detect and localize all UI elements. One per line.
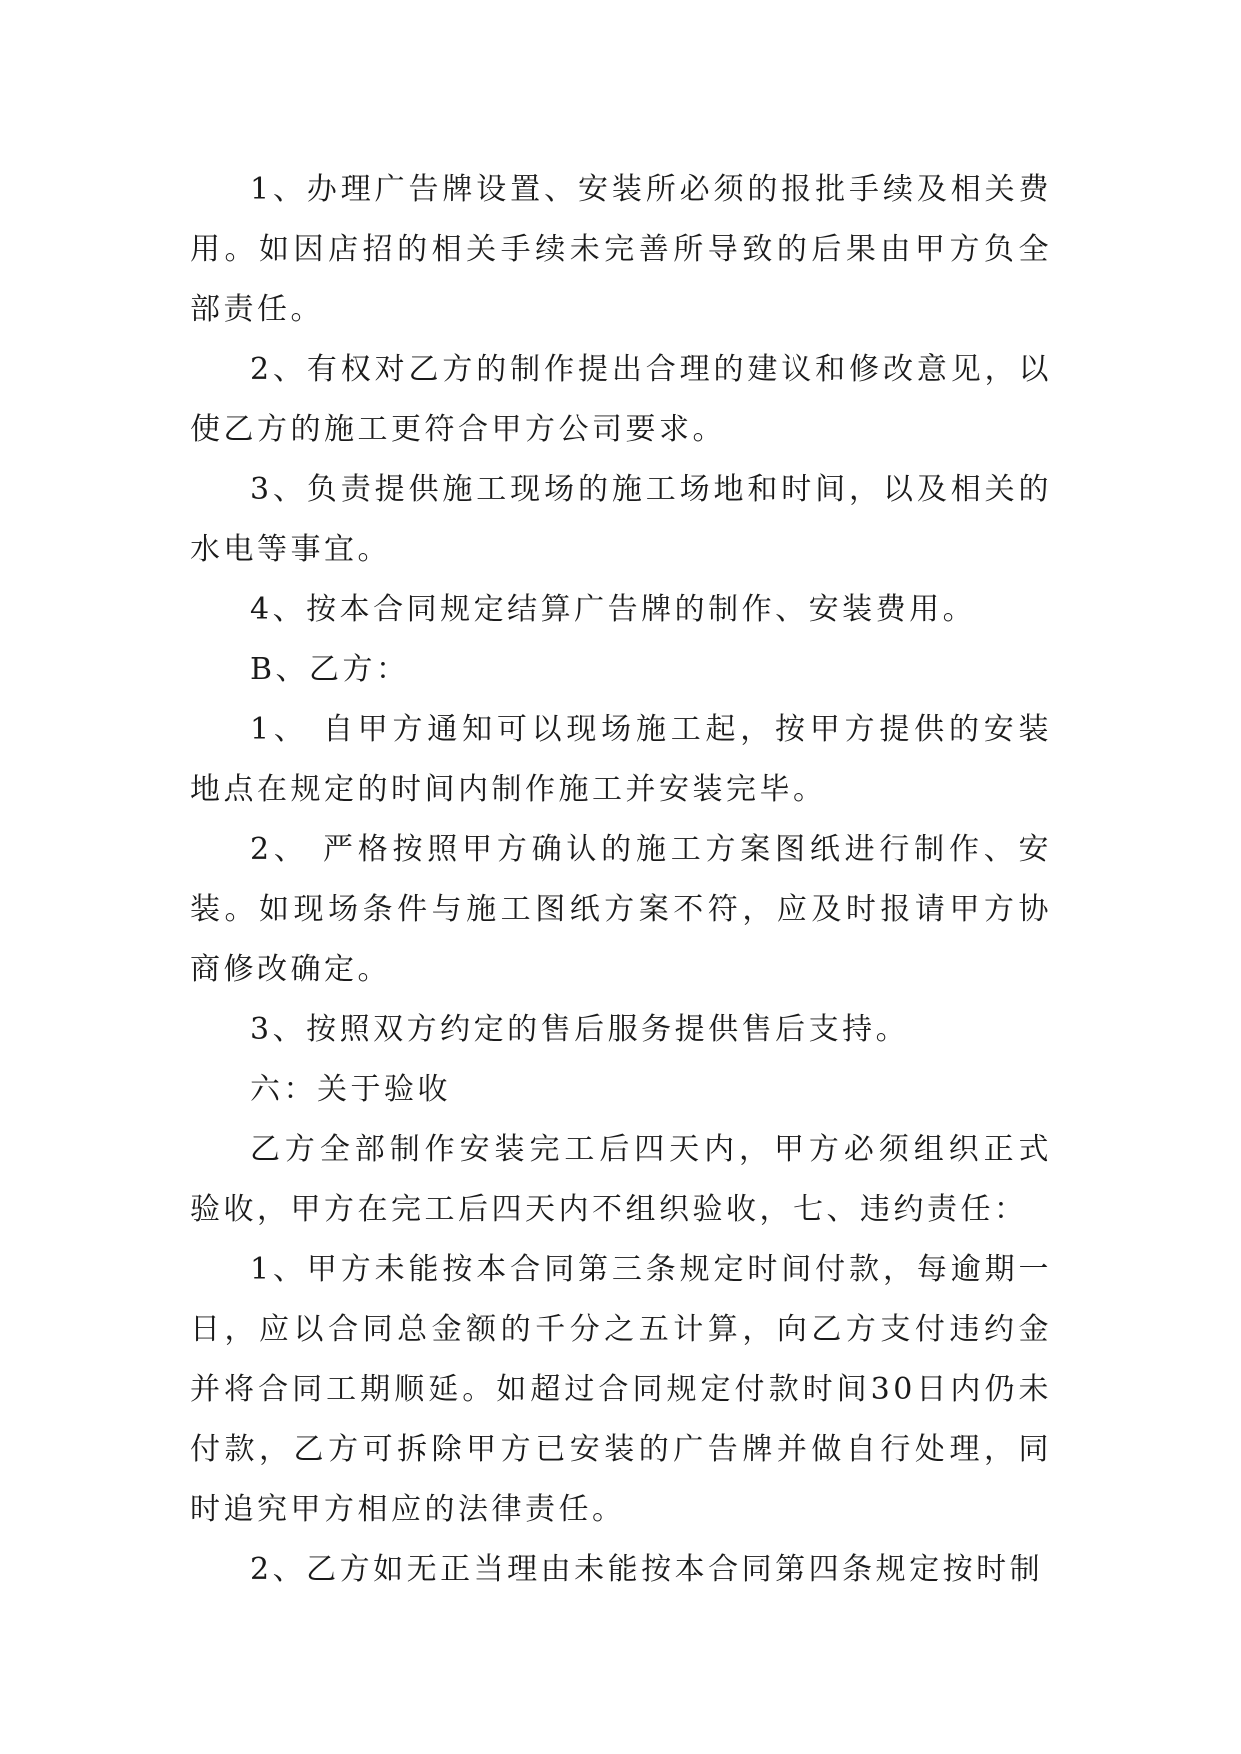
paragraph-liability-2: 2、乙方如无正当理由未能按本合同第四条规定按时制 [250,1552,1044,1587]
paragraph-party-a-3: 3、负责提供施工现场的施工场地和时间，以及相关的水电等事宜。 [190,472,1052,567]
paragraph-party-a-4: 4、按本合同规定结算广告牌的制作、安装费用。 [250,592,977,627]
paragraph-party-a-2: 2、有权对乙方的制作提出合理的建议和修改意见，以使乙方的施工更符合甲方公司要求。 [190,352,1052,447]
paragraph-party-b-2: 2、 严格按照甲方确认的施工方案图纸进行制作、安装。如现场条件与施工图纸方案不符，应及时报请甲方协商修改确定。 [190,832,1052,987]
paragraph-liability-1: 1、甲方未能按本合同第三条规定时间付款，每逾期一日，应以合同总金额的千分之五计算，向乙方支付违约金并将合同工期顺延。如超过合同规定付款时间30日内仍未付款，乙方可拆除甲方已安装的广告牌并做自行处理，同时追究甲方相应的法律责任。 [190,1252,1052,1527]
paragraph-acceptance: 乙方全部制作安装完工后四天内，甲方必须组织正式验收，甲方在完工后四天内不组织验收，七、违约责任： [190,1132,1052,1227]
paragraph-party-b-1: 1、 自甲方通知可以现场施工起，按甲方提供的安装地点在规定的时间内制作施工并安装完毕。 [190,712,1052,807]
paragraph-party-a-1: 1、办理广告牌设置、安装所必须的报批手续及相关费用。如因店招的相关手续未完善所导致的后果由甲方负全部责任。 [190,172,1052,327]
document-body [190,160,1052,1600]
paragraph-party-b-3: 3、按照双方约定的售后服务提供售后支持。 [250,1012,910,1047]
heading-acceptance: 六：关于验收 [250,1072,451,1107]
heading-party-b: B、乙方： [250,652,410,687]
